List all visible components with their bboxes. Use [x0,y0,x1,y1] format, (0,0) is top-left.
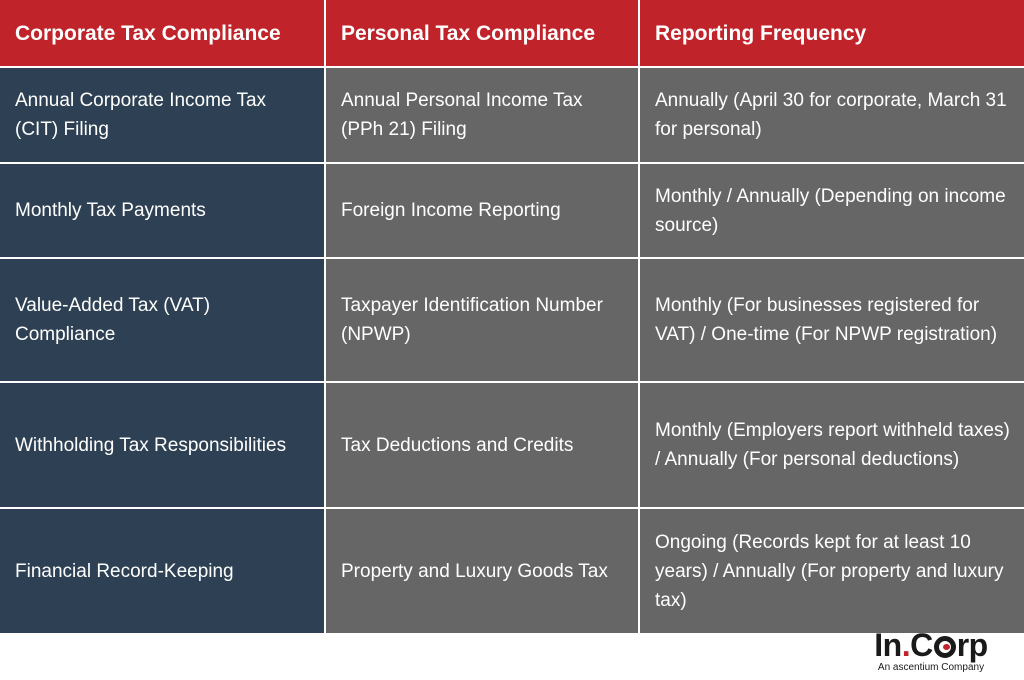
header-corporate-tax: Corporate Tax Compliance [0,0,324,66]
table-cell: Annually (April 30 for corporate, March 31 for personal) [640,68,1024,162]
table-cell: Value-Added Tax (VAT) Compliance [0,259,324,381]
logo-text-in: In [874,627,902,663]
table-cell: Financial Record-Keeping [0,509,324,633]
table-cell: Property and Luxury Goods Tax [326,509,638,633]
logo-tagline: An ascentium Company [877,662,985,673]
table-cell: Annual Personal Income Tax (PPh 21) Filing [326,68,638,162]
table-cell: Taxpayer Identification Number (NPWP) [326,259,638,381]
table-cell: Foreign Income Reporting [326,164,638,257]
table-cell: Monthly (For businesses registered for VAT) / One-time (For NPWP registration) [640,259,1024,381]
table-cell: Tax Deductions and Credits [326,383,638,507]
logo-text-rp: rp [956,627,988,663]
table-cell: Withholding Tax Responsibilities [0,383,324,507]
globe-icon [934,636,956,658]
header-reporting-frequency: Reporting Frequency [640,0,1024,66]
table-cell: Monthly Tax Payments [0,164,324,257]
table-cell: Monthly / Annually (Depending on income source) [640,164,1024,257]
table-cell: Annual Corporate Income Tax (CIT) Filing [0,68,324,162]
table-cell: Ongoing (Records kept for at least 10 years) / Annually (For property and luxury tax) [640,509,1024,633]
table-cell: Monthly (Employers report withheld taxes) / Annually (For personal deductions) [640,383,1024,507]
logo-text-c: C [910,627,933,663]
header-personal-tax: Personal Tax Compliance [326,0,638,66]
logo-dot: . [901,627,911,663]
logo-wordmark [856,628,1006,662]
incorp-logo [856,628,1006,678]
